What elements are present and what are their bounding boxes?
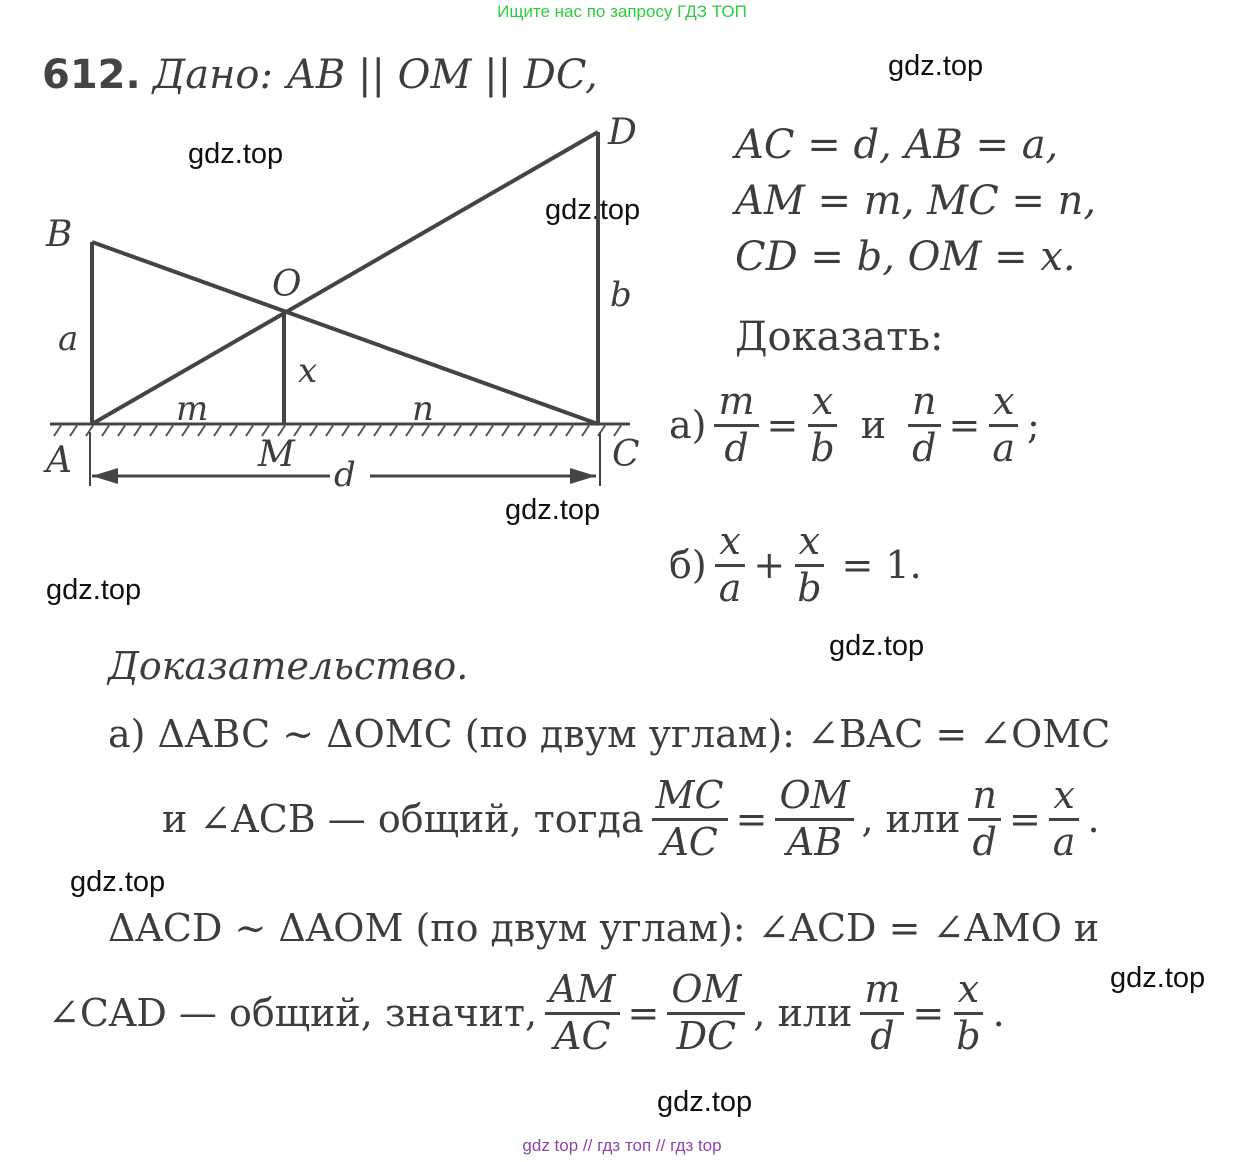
label-n: n [412,389,434,429]
hatch-mark [518,424,526,436]
hatch-mark [54,424,62,436]
hatch-mark [502,424,510,436]
fraction: $\frac{m}{d}$ [714,382,758,469]
prove-label: Доказать: [735,314,944,360]
label-b: b [610,275,632,315]
hatch-mark [566,424,574,436]
label-d: d [334,455,356,495]
hatch-mark [342,424,350,436]
hatch-mark [102,424,110,436]
watermark: gdz.top [505,494,601,526]
segment-AD [92,132,598,424]
hatch-mark [374,424,382,436]
label-C: C [612,434,640,475]
prove-part-a: а) $\frac{m}{d}$ = $\frac{x}{b}$ и $\frac{n}{d}$ = $\frac{x}{a}$ ; [669,379,1040,470]
hatch-mark [534,424,542,436]
watermark: gdz.top [1110,962,1206,994]
dim-arrow-right [570,468,596,484]
fraction: $\frac{OM}{DC}$ [667,970,745,1057]
fraction: $\frac{OM}{AB}$ [775,776,853,863]
hatch-mark [550,424,558,436]
top-banner: Ищите нас по запросу ГДЗ ТОП [497,2,747,21]
label-x: x [298,351,318,391]
proof-line3: ΔACD ~ ΔAOM (по двум углам): ∠ACD = ∠AMO и [108,906,1100,950]
given-line1: AB || OM || DC, [286,52,598,98]
hatch-mark [358,424,366,436]
geometry-figure [40,110,650,500]
fraction: $\frac{n}{d}$ [968,776,1000,863]
part-b-label: б) [669,543,707,588]
proof-line2: и ∠ACB — общий, тогда $\frac{MC}{AC}$ = $\frac{OM}{AB}$ , или $\frac{n}{d}$ = $\frac{x}{a}$ . [162,773,1100,864]
proof-line1: а) ΔABC ~ ΔOMC (по двум углам): ∠BAC = ∠OMC [108,712,1111,756]
hatch-mark [70,424,78,436]
hatch-mark [230,424,238,436]
label-A: A [46,440,72,481]
hatch-mark [118,424,126,436]
label-M: M [258,434,295,475]
hatch-mark [310,424,318,436]
label-O: O [272,264,302,305]
fraction: $\frac{m}{d}$ [860,970,904,1057]
fraction: $\frac{x}{a}$ [988,382,1019,469]
hatch-mark [582,424,590,436]
watermark: gdz.top [657,1086,753,1118]
hatch-mark [326,424,334,436]
fraction: $\frac{x}{a}$ [1049,776,1080,863]
hatch-mark [390,424,398,436]
problem-number: 612. [42,52,141,98]
hatch-mark [150,424,158,436]
label-B: B [46,214,73,255]
hatch-mark [470,424,478,436]
hatch-mark [134,424,142,436]
fraction: $\frac{AM}{AC}$ [545,970,619,1057]
hatch-mark [486,424,494,436]
watermark: gdz.top [829,630,925,662]
given-line4: CD = b, OM = x. [735,234,1076,280]
fraction: $\frac{n}{d}$ [908,382,940,469]
given-label: Дано: [152,52,273,98]
segment-BC [92,242,598,424]
hatch-mark [438,424,446,436]
dim-arrow-left [92,468,118,484]
prove-part-b: б) $\frac{x}{a}$ + $\frac{x}{b}$ = 1. [669,519,922,610]
label-a: a [58,319,79,359]
hatch-mark [294,424,302,436]
watermark: gdz.top [188,138,284,170]
label-m: m [176,389,209,429]
watermark: gdz.top [70,866,166,898]
fraction: $\frac{MC}{AC}$ [652,776,728,863]
fraction: $\frac{x}{b}$ [806,382,838,469]
proof-line4: ∠CAD — общий, значит, $\frac{AM}{AC}$ = $\frac{OM}{DC}$ , или $\frac{m}{d}$ = $\frac{x}{b}$ . [48,967,1005,1058]
and-word: и [860,403,887,448]
proof-title: Доказательство. [108,644,469,688]
watermark: gdz.top [46,574,142,606]
fraction: $\frac{x}{b}$ [793,522,825,609]
watermark: gdz.top [888,50,984,82]
hatch-mark [166,424,174,436]
fraction: $\frac{x}{a}$ [715,522,746,609]
hatch-mark [214,424,222,436]
problem-header [42,52,598,98]
hatch-mark [454,424,462,436]
given-line3: AM = m, MC = n, [735,178,1097,224]
ground-hatching [54,424,622,436]
label-D: D [608,112,637,153]
part-a-label: а) [669,403,707,448]
watermark: gdz.top [545,194,641,226]
given-line2: AC = d, AB = a, [735,122,1059,168]
hatch-mark [246,424,254,436]
fraction: $\frac{x}{b}$ [952,970,984,1057]
bottom-banner[interactable]: gdz top // гдз топ // гдз top [522,1136,722,1155]
